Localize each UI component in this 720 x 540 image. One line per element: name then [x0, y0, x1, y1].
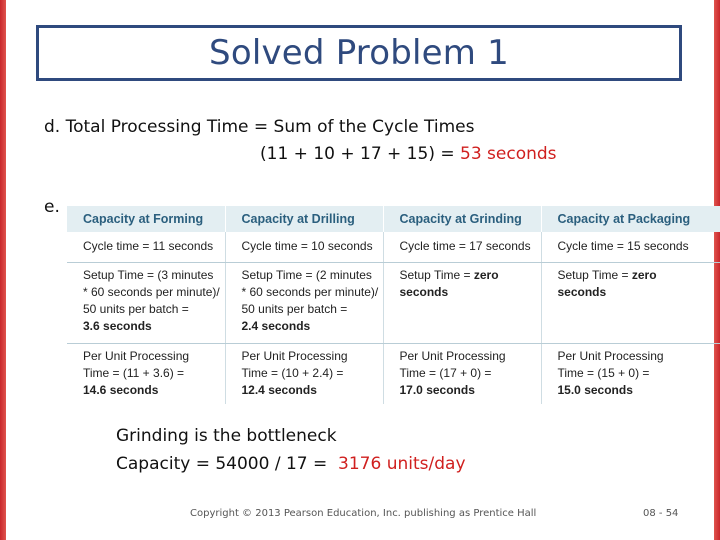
- cell-result: 3.6 seconds: [83, 319, 152, 333]
- setup-grinding: [383, 263, 541, 344]
- setup-forming: [67, 263, 225, 344]
- header-drilling: Capacity at Drilling: [225, 206, 383, 232]
- capacity-statement: [116, 454, 466, 474]
- page-number: 08 - 54: [643, 508, 679, 519]
- header-forming: Capacity at Forming: [67, 206, 225, 232]
- cell-result: zero: [631, 268, 657, 282]
- cell-result: seconds: [557, 285, 607, 299]
- slide-title: Solved Problem 1: [209, 33, 509, 73]
- cell-result: zero: [473, 268, 499, 282]
- cell-line: * 60 seconds per minute)/: [241, 285, 379, 299]
- part-d-line1: d. Total Processing Time = Sum of the Cycle Times: [44, 117, 475, 137]
- cell-line: Time = (17 + 0) =: [399, 366, 492, 380]
- cell-line: 50 units per batch =: [83, 302, 189, 316]
- capacity-formula: Capacity = 54000 / 17 =: [116, 454, 339, 474]
- cell-result: 14.6 seconds: [83, 383, 159, 397]
- cell-result: 12.4 seconds: [241, 383, 317, 397]
- cell-line: 50 units per batch =: [241, 302, 348, 316]
- cell-text: Setup Time =: [557, 268, 632, 282]
- cycle-grinding: Cycle time = 17 seconds: [383, 232, 541, 263]
- cycle-packaging: Cycle time = 15 seconds: [541, 232, 720, 263]
- cell-line: Setup Time = (3 minutes: [83, 268, 214, 282]
- cycle-drilling: Cycle time = 10 seconds: [225, 232, 383, 263]
- cell-result: 15.0 seconds: [557, 383, 633, 397]
- part-e-label: e.: [44, 197, 60, 217]
- cell-result: 17.0 seconds: [399, 383, 475, 397]
- table-header-row: [67, 206, 720, 232]
- cell-line: [558, 267, 713, 284]
- unit-grinding: [383, 344, 541, 405]
- part-d-sum: (11 + 10 + 17 + 15) =: [260, 144, 460, 164]
- cell-line: Per Unit Processing: [557, 349, 664, 363]
- cell-line: Time = (11 + 3.6) =: [83, 366, 185, 380]
- cycle-forming: Cycle time = 11 seconds: [67, 232, 225, 263]
- capacity-table: [67, 206, 720, 404]
- title-box: [36, 25, 682, 81]
- cell-line: Time = (10 + 2.4) =: [241, 366, 344, 380]
- setup-drilling: [225, 263, 383, 344]
- part-d-result: 53 seconds: [460, 144, 557, 164]
- cell-line: * 60 seconds per minute)/: [83, 285, 220, 299]
- unit-packaging: [541, 344, 720, 405]
- cell-line: Setup Time = (2 minutes: [241, 268, 372, 282]
- bottleneck-statement: Grinding is the bottleneck: [116, 426, 337, 446]
- setup-packaging: [541, 263, 720, 344]
- capacity-result: 3176 units/day: [338, 454, 466, 474]
- table-row: [67, 232, 720, 263]
- cell-line: Per Unit Processing: [83, 349, 190, 363]
- cell-line: [400, 267, 533, 284]
- unit-drilling: [225, 344, 383, 405]
- table-row: [67, 344, 720, 405]
- copyright-footer: Copyright © 2013 Pearson Education, Inc. publishing as Prentice Hall: [190, 508, 537, 519]
- cell-line: Per Unit Processing: [399, 349, 506, 363]
- cell-line: Per Unit Processing: [241, 349, 348, 363]
- cell-line: Time = (15 + 0) =: [557, 366, 650, 380]
- cell-result: 2.4 seconds: [241, 319, 311, 333]
- cell-text: Setup Time =: [399, 268, 474, 282]
- table-row: [67, 263, 720, 344]
- part-d-line2: [260, 144, 557, 164]
- cell-result: seconds: [399, 285, 449, 299]
- unit-forming: [67, 344, 225, 405]
- header-grinding: Capacity at Grinding: [383, 206, 541, 232]
- left-border-frame: [0, 0, 6, 540]
- header-packaging: Capacity at Packaging: [541, 206, 720, 232]
